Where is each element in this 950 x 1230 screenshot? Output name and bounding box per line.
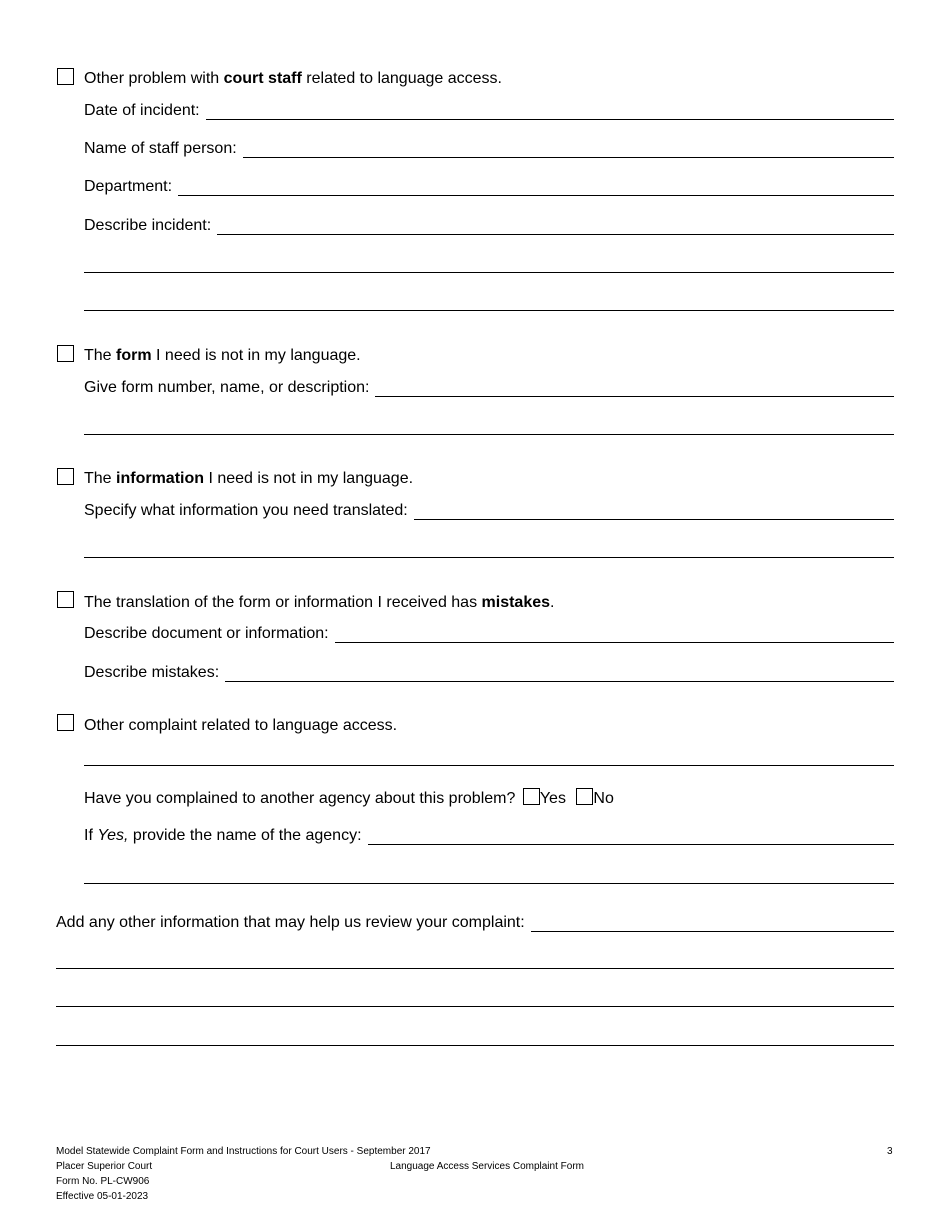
describe-incident-line-3[interactable]: [84, 310, 894, 311]
describe-mistakes-row: [84, 664, 894, 682]
mistakes-text-post: .: [550, 594, 555, 611]
date-of-incident-label: Date of incident:: [84, 102, 200, 119]
page-number: 3: [887, 1146, 893, 1157]
complained-yes-checkbox[interactable]: [523, 788, 540, 805]
complained-no-checkbox[interactable]: [576, 788, 593, 805]
form-description-label: Give form number, name, or description:: [84, 379, 370, 396]
describe-document-field[interactable]: [335, 626, 894, 643]
describe-incident-field[interactable]: [217, 218, 894, 235]
agency-text-post: provide the name of the agency:: [128, 827, 362, 844]
describe-mistakes-label: Describe mistakes:: [84, 664, 220, 681]
other-complaint-text: Other complaint related to language access.: [84, 717, 398, 734]
footer-form-title: Model Statewide Complaint Form and Instructions for Court Users - September 2017: [56, 1146, 431, 1157]
court-staff-text-bold: court staff: [223, 70, 302, 87]
department-row: [84, 178, 894, 196]
info-translate-line-2[interactable]: [84, 557, 894, 558]
agency-text-pre: If: [84, 827, 98, 844]
information-text-post: I need is not in my language.: [204, 470, 414, 487]
translation-mistakes-checkbox[interactable]: [57, 591, 74, 608]
footer-center-title: Language Access Services Complaint Form: [390, 1161, 584, 1172]
form-description-field[interactable]: [375, 380, 894, 397]
additional-info-row: [56, 914, 894, 932]
complained-yes-label: Yes: [539, 790, 566, 807]
footer-left: [56, 1144, 431, 1204]
court-staff-checkbox[interactable]: [57, 68, 74, 85]
staff-name-row: [84, 140, 894, 158]
complained-no-label: No: [593, 790, 614, 807]
form-text-post: I need is not in my language.: [151, 347, 361, 364]
info-translate-row: [84, 502, 894, 520]
information-text-bold: information: [116, 470, 205, 487]
info-translate-field[interactable]: [414, 503, 894, 520]
information-option-text: [84, 470, 413, 488]
agency-name-label: [84, 827, 368, 845]
describe-mistakes-field[interactable]: [225, 665, 894, 682]
court-staff-text-pre: Other problem with: [84, 70, 224, 87]
agency-name-line-2[interactable]: [84, 883, 894, 884]
form-not-in-language-checkbox[interactable]: [57, 345, 74, 362]
date-of-incident-field[interactable]: [206, 103, 894, 120]
describe-incident-label: Describe incident:: [84, 217, 212, 234]
agency-text-italic: Yes,: [97, 827, 129, 844]
form-text-pre: The: [84, 347, 117, 364]
department-label: Department:: [84, 178, 173, 195]
mistakes-option-text: [84, 594, 554, 612]
additional-info-field[interactable]: [531, 915, 894, 932]
other-complaint-line[interactable]: [84, 765, 894, 766]
staff-name-field[interactable]: [243, 141, 894, 158]
complained-question-row: [84, 788, 614, 808]
footer-effective-date: Effective 05-01-2023: [56, 1191, 149, 1202]
court-staff-text-post: related to language access.: [301, 70, 502, 87]
mistakes-text-bold: mistakes: [481, 594, 551, 611]
additional-info-line-3[interactable]: [56, 1006, 894, 1007]
mistakes-text-pre: The translation of the form or information I received has: [84, 594, 482, 611]
describe-incident-line-2[interactable]: [84, 272, 894, 273]
information-text-pre: The: [84, 470, 117, 487]
complained-question-label: Have you complained to another agency about this problem?: [84, 790, 516, 807]
form-description-line-2[interactable]: [84, 434, 894, 435]
additional-info-label: Add any other information that may help us review your complaint:: [56, 914, 525, 931]
court-staff-option-text: [84, 70, 502, 88]
information-not-in-language-checkbox[interactable]: [57, 468, 74, 485]
footer-court-name: Placer Superior Court: [56, 1161, 153, 1172]
department-field[interactable]: [178, 179, 894, 196]
describe-incident-row: [84, 217, 894, 235]
form-text-bold: form: [116, 347, 152, 364]
info-translate-label: Specify what information you need translated:: [84, 502, 408, 519]
footer-form-number: Form No. PL-CW906: [56, 1176, 150, 1187]
staff-name-label: Name of staff person:: [84, 140, 237, 157]
date-of-incident-row: [84, 102, 894, 120]
agency-name-row: [84, 827, 894, 845]
agency-name-field[interactable]: [368, 828, 894, 845]
describe-document-label: Describe document or information:: [84, 625, 329, 642]
additional-info-line-2[interactable]: [56, 968, 894, 969]
form-description-row: [84, 379, 894, 397]
additional-info-line-4[interactable]: [56, 1045, 894, 1046]
describe-document-row: [84, 625, 894, 643]
other-complaint-checkbox[interactable]: [57, 714, 74, 731]
form-option-text: [84, 347, 361, 365]
